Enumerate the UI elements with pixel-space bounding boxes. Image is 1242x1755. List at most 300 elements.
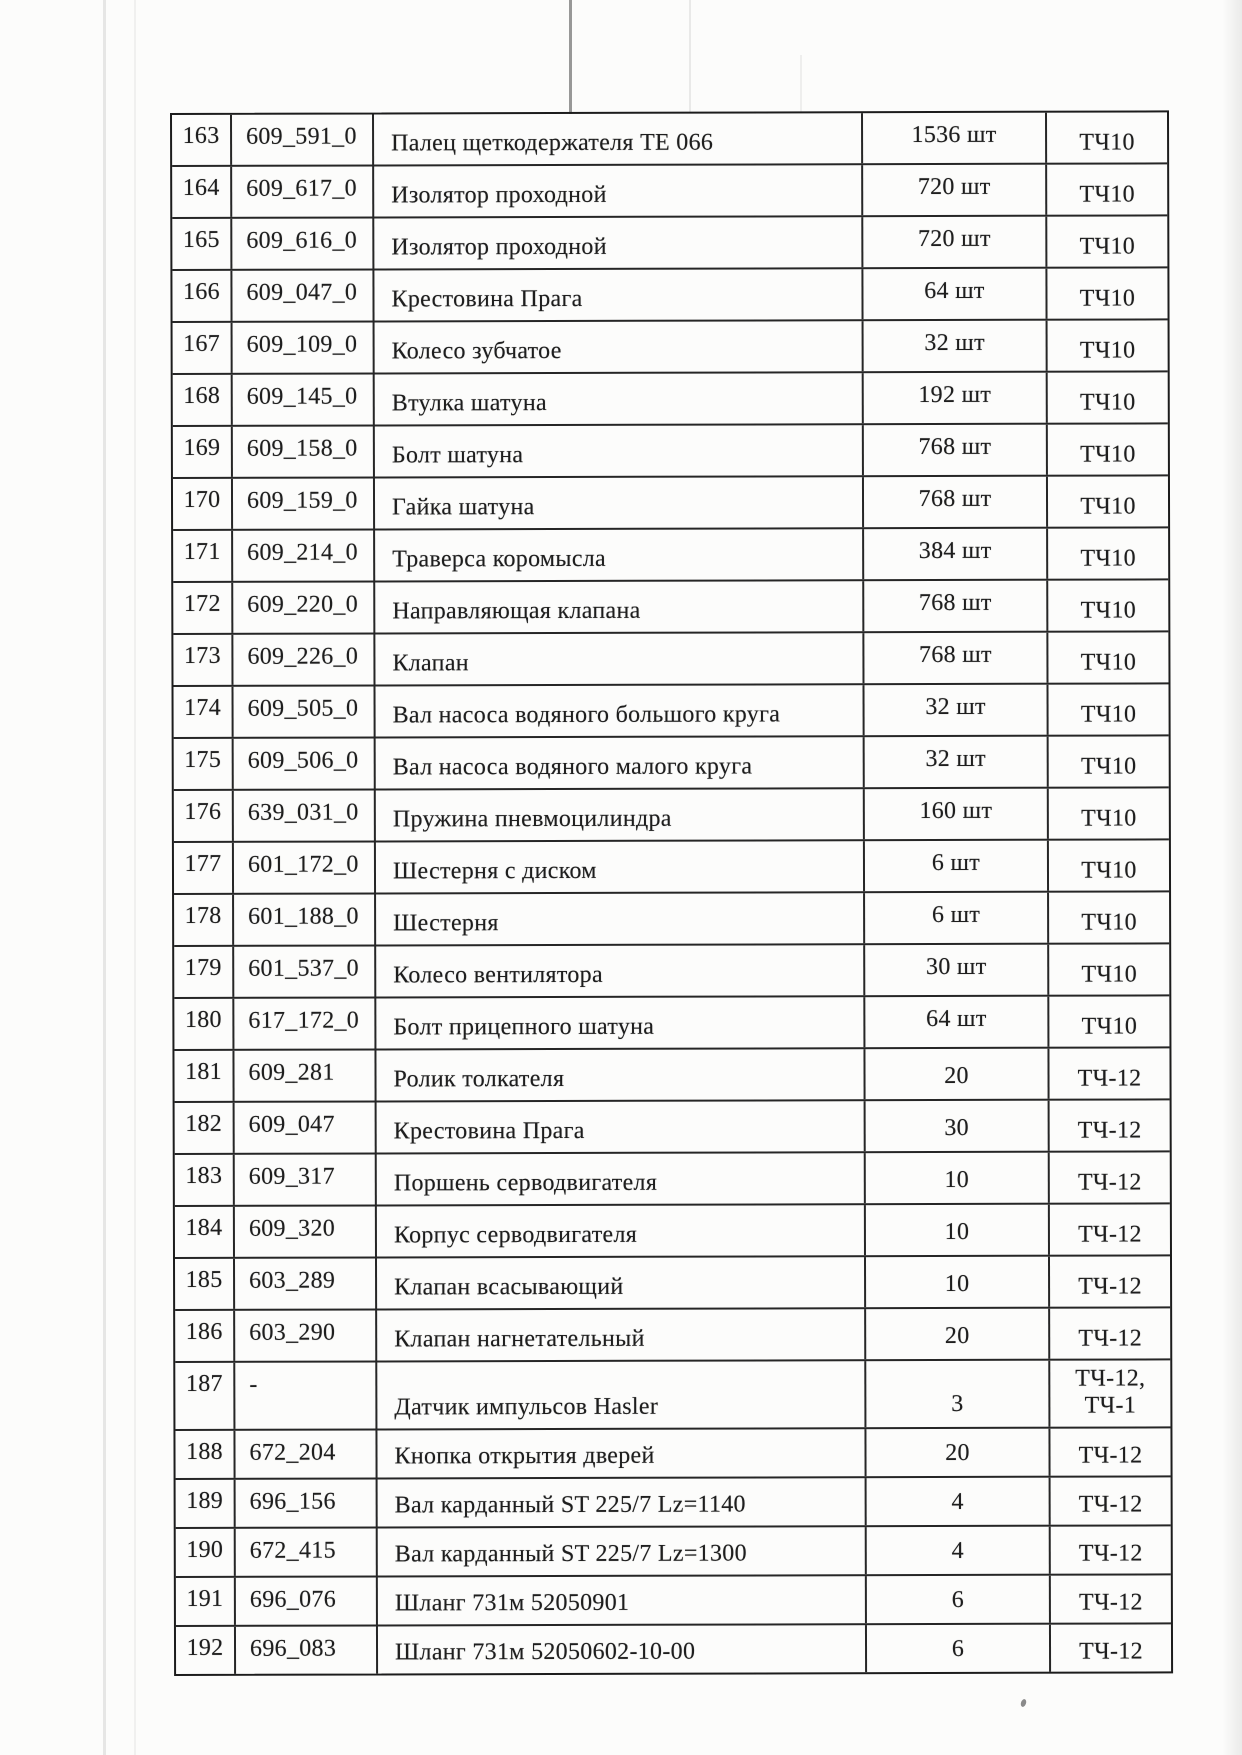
part-quantity-cell (864, 321, 1048, 371)
part-location: ТЧ-12 (1078, 1491, 1143, 1518)
part-location: ТЧ10 (1081, 805, 1137, 832)
part-name: Втулка шатуна (391, 390, 547, 417)
part-quantity: 64 шт (926, 1005, 987, 1033)
part-name-cell (376, 1049, 865, 1100)
table-row (174, 1048, 1169, 1103)
part-code: 603_290 (249, 1319, 336, 1346)
part-location-cell (1047, 268, 1167, 318)
part-location-cell (1049, 736, 1169, 786)
row-number-cell (173, 583, 233, 633)
row-number-cell (174, 947, 234, 997)
row-number: 177 (184, 850, 222, 877)
part-name: Шестерня (393, 910, 499, 937)
part-quantity-cell (866, 1257, 1050, 1307)
part-quantity: 30 шт (925, 953, 987, 981)
part-name: Изолятор проходной (391, 181, 607, 209)
part-code: 609_317 (248, 1163, 335, 1190)
part-quantity-cell (867, 1625, 1051, 1672)
part-quantity-cell (865, 893, 1049, 943)
parts-table (170, 110, 1173, 1676)
part-code-cell (233, 530, 375, 580)
table-row (173, 372, 1168, 427)
part-name-cell (377, 1429, 866, 1477)
part-code-cell (234, 894, 376, 944)
part-location: ТЧ-12 (1078, 1273, 1142, 1300)
scan-line-artifact (569, 0, 572, 114)
part-location: ТЧ-12 (1077, 1169, 1142, 1196)
part-name-cell (374, 217, 863, 268)
row-number: 188 (186, 1438, 223, 1465)
row-number: 164 (182, 174, 220, 201)
part-code: 609_617_0 (246, 175, 357, 202)
table-row (175, 1360, 1170, 1431)
table-row (173, 320, 1168, 375)
scan-speck (1020, 1698, 1027, 1707)
table-row (175, 1428, 1170, 1480)
part-code: 609_616_0 (246, 227, 358, 254)
table-row (174, 944, 1169, 999)
row-number-cell (173, 531, 233, 581)
row-number-cell (173, 479, 233, 529)
part-quantity-cell (867, 1576, 1051, 1623)
part-quantity-cell (863, 217, 1047, 267)
part-name: Крестовина Прага (391, 286, 583, 313)
part-location: ТЧ10 (1079, 233, 1136, 260)
part-location-cell (1051, 1477, 1171, 1524)
part-name: Болт шатуна (391, 442, 524, 469)
part-quantity: 10 (944, 1167, 970, 1194)
row-number: 167 (183, 330, 221, 357)
part-location-cell (1051, 1526, 1171, 1573)
part-location: ТЧ10 (1080, 493, 1136, 520)
part-code-cell (233, 478, 375, 528)
part-quantity-cell (864, 425, 1048, 475)
part-location-cell (1050, 1256, 1170, 1306)
row-number: 186 (185, 1318, 223, 1345)
table-row (176, 1575, 1171, 1627)
table-row (175, 1152, 1170, 1207)
part-code-cell (232, 270, 374, 320)
part-quantity: 768 шт (918, 433, 992, 461)
part-code-cell (234, 946, 376, 996)
part-code-cell (234, 998, 376, 1048)
part-quantity: 6 (951, 1587, 965, 1614)
part-name: Палец щеткодержателя ТЕ 066 (391, 129, 714, 157)
table-row (175, 1100, 1170, 1155)
part-name-cell (378, 1478, 867, 1526)
part-location-cell (1047, 112, 1167, 162)
part-code: 609_220_0 (247, 591, 359, 618)
part-name: Вал карданный ST 225/7 Lz=1140 (394, 1491, 746, 1519)
part-code-cell (233, 374, 375, 424)
part-quantity-cell (866, 1309, 1050, 1359)
table-row (174, 840, 1169, 895)
part-location: ТЧ10 (1080, 649, 1137, 676)
part-code-cell (236, 1626, 378, 1673)
part-code-cell (236, 1577, 378, 1624)
part-quantity-cell (866, 1205, 1050, 1255)
part-quantity: 10 (944, 1219, 970, 1246)
part-quantity: 768 шт (918, 589, 992, 617)
part-name-cell (375, 633, 864, 684)
part-name: Клапан нагнетательный (394, 1325, 645, 1353)
part-name-cell (377, 1153, 866, 1204)
part-name: Гайка шатуна (391, 494, 535, 521)
row-number: 184 (185, 1214, 223, 1241)
part-quantity: 20 (945, 1440, 970, 1467)
part-code: 609_320 (248, 1215, 336, 1242)
row-number: 166 (182, 278, 220, 305)
part-code-cell (233, 426, 375, 476)
row-number: 176 (184, 798, 222, 825)
part-quantity-cell (865, 789, 1049, 839)
row-number: 171 (183, 538, 221, 565)
row-number: 172 (183, 590, 221, 617)
part-code: 609_109_0 (246, 331, 358, 358)
part-name-cell (377, 1205, 866, 1256)
row-number: 182 (185, 1110, 223, 1137)
part-quantity-cell (867, 1527, 1051, 1574)
row-number: 180 (184, 1006, 222, 1033)
part-code: 603_289 (249, 1267, 336, 1294)
part-location: ТЧ-12 (1077, 1117, 1142, 1144)
part-location-cell (1051, 1624, 1171, 1671)
part-code-cell (232, 114, 374, 164)
part-quantity: 4 (951, 1489, 964, 1516)
part-name: Шестерня с диском (392, 858, 597, 885)
table-row (174, 736, 1169, 791)
row-number-cell (173, 375, 233, 425)
part-location-cell (1049, 892, 1169, 942)
row-number-cell (176, 1627, 236, 1674)
row-number: 183 (185, 1162, 223, 1189)
part-code-cell (234, 842, 376, 892)
part-quantity: 4 (951, 1538, 964, 1565)
part-name-cell (376, 893, 865, 944)
part-quantity-cell (867, 1478, 1051, 1525)
part-quantity: 384 шт (918, 537, 992, 565)
part-code-cell (234, 738, 376, 788)
part-name: Клапан (392, 650, 469, 677)
part-name: Болт прицепного шатуна (393, 1013, 655, 1041)
part-name: Ролик толкателя (393, 1066, 565, 1093)
part-name-cell (376, 685, 865, 736)
part-code: - (249, 1371, 258, 1398)
part-quantity: 720 шт (917, 225, 991, 253)
part-code: 609_159_0 (246, 487, 358, 514)
part-quantity: 3 (951, 1391, 964, 1418)
part-quantity: 32 шт (925, 693, 986, 721)
part-location: ТЧ10 (1079, 129, 1135, 156)
row-number-cell (174, 739, 234, 789)
part-code: 609_506_0 (247, 747, 359, 774)
part-quantity: 6 (951, 1636, 965, 1663)
part-location-cell (1051, 1575, 1171, 1622)
part-location-cell (1048, 684, 1168, 734)
part-name: Вал насоса водяного малого круга (392, 753, 753, 781)
part-location-cell (1049, 788, 1169, 838)
part-name: Корпус серводвигателя (393, 1221, 638, 1249)
part-code-cell (234, 686, 376, 736)
part-location: ТЧ-12 (1077, 1065, 1142, 1092)
part-name-cell (374, 165, 863, 216)
part-code: 601_188_0 (248, 903, 359, 930)
part-name: Вал насоса водяного большого круга (392, 701, 781, 729)
part-code: 609_505_0 (247, 695, 359, 722)
row-number-cell (172, 219, 232, 269)
part-quantity: 768 шт (918, 485, 992, 513)
part-name-cell (377, 1101, 866, 1152)
part-location-cell (1050, 1100, 1170, 1150)
part-quantity-cell (863, 113, 1047, 163)
part-name-cell (374, 113, 863, 164)
part-quantity: 720 шт (917, 173, 991, 201)
part-quantity: 6 шт (931, 849, 981, 877)
part-location-cell (1050, 1360, 1170, 1426)
row-number: 163 (182, 122, 220, 149)
scan-fold-line (103, 0, 106, 1755)
part-location-cell (1048, 424, 1168, 474)
part-code: 617_172_0 (248, 1007, 360, 1034)
row-number-cell (175, 1155, 235, 1205)
part-name-cell (377, 1309, 866, 1360)
part-quantity-cell (864, 477, 1048, 527)
part-code: 672_204 (249, 1439, 336, 1466)
part-code: 672_415 (249, 1537, 336, 1564)
table-row (174, 892, 1169, 947)
part-quantity: 1536 шт (911, 121, 997, 149)
part-code: 601_172_0 (247, 851, 359, 878)
row-number: 168 (183, 382, 221, 409)
scan-line-artifact (689, 0, 691, 113)
table-row (176, 1624, 1171, 1674)
part-location-cell (1050, 1308, 1170, 1358)
part-name-cell (376, 997, 865, 1048)
part-quantity-cell (866, 1361, 1050, 1427)
part-quantity-cell (865, 685, 1049, 735)
part-location-cell (1050, 1428, 1170, 1475)
table-row (173, 424, 1168, 479)
part-code-cell (235, 1206, 377, 1256)
part-quantity-cell (864, 373, 1048, 423)
part-name-cell (375, 373, 864, 424)
table-row (172, 216, 1167, 271)
part-code: 609_214_0 (247, 539, 358, 566)
row-number-cell (176, 1578, 236, 1625)
table-row (174, 788, 1169, 843)
part-quantity: 768 шт (918, 641, 992, 669)
part-quantity: 64 шт (924, 277, 985, 305)
row-number: 192 (186, 1634, 224, 1661)
part-location: ТЧ-12 (1078, 1540, 1143, 1567)
part-name: Шланг 731м 52050901 (394, 1589, 630, 1617)
table-row (173, 476, 1168, 531)
row-number: 170 (183, 486, 221, 513)
row-number-cell (173, 635, 233, 685)
part-name: Датчик импульсов Hasler (394, 1393, 659, 1421)
row-number-cell (173, 427, 233, 477)
part-code-cell (232, 218, 374, 268)
row-number: 181 (185, 1058, 222, 1085)
part-quantity-cell (864, 529, 1048, 579)
part-code-cell (236, 1528, 378, 1575)
part-location: ТЧ10 (1079, 389, 1136, 416)
table-row (176, 1526, 1171, 1578)
part-location-cell (1048, 372, 1168, 422)
part-location: ТЧ10 (1081, 961, 1138, 988)
part-name-cell (375, 321, 864, 372)
table-row (176, 1477, 1171, 1529)
part-name-cell (378, 1527, 867, 1575)
part-location: ТЧ-12 (1079, 1638, 1143, 1665)
part-quantity-cell (865, 997, 1049, 1047)
part-code-cell (235, 1430, 377, 1477)
part-name: Направляющая клапана (392, 597, 641, 625)
part-name: Изолятор проходной (391, 233, 607, 261)
table-row (175, 1204, 1170, 1259)
part-code: 609_047 (248, 1111, 335, 1138)
part-code: 609_158_0 (246, 435, 358, 462)
part-quantity: 20 (944, 1063, 969, 1090)
row-number-cell (173, 323, 233, 373)
part-name: Шланг 731м 52050602-10-00 (394, 1638, 696, 1666)
row-number: 178 (184, 902, 222, 929)
row-number: 173 (183, 642, 221, 669)
part-name-cell (376, 789, 865, 840)
row-number: 189 (186, 1487, 224, 1514)
part-code-cell (235, 1362, 377, 1428)
row-number: 190 (186, 1536, 224, 1563)
part-location-cell (1048, 580, 1168, 630)
table-row (175, 1308, 1170, 1363)
table-row (172, 268, 1167, 323)
part-location: ТЧ10 (1081, 909, 1137, 936)
part-name: Кнопка открытия дверей (394, 1442, 655, 1470)
part-name: Вал карданный ST 225/7 Lz=1300 (394, 1540, 747, 1568)
row-number-cell (174, 999, 234, 1049)
part-name-cell (375, 529, 864, 580)
part-quantity: 192 шт (918, 381, 992, 409)
part-code-cell (235, 1102, 377, 1152)
part-name-cell (374, 269, 863, 320)
part-location: ТЧ10 (1079, 337, 1136, 364)
part-location-cell (1049, 1048, 1169, 1098)
row-number-cell (172, 271, 232, 321)
part-quantity: 20 (944, 1323, 970, 1350)
scan-fold-line (134, 0, 136, 1755)
row-number-cell (172, 167, 232, 217)
part-quantity-cell (863, 165, 1047, 215)
part-location: ТЧ-12 (1078, 1325, 1143, 1352)
table-row (173, 580, 1168, 635)
part-quantity: 6 шт (931, 901, 981, 929)
part-name-cell (377, 1361, 866, 1428)
part-quantity-cell (865, 737, 1049, 787)
part-code-cell (232, 166, 374, 216)
part-location-cell (1047, 164, 1167, 214)
row-number: 169 (183, 434, 221, 461)
part-quantity: 160 шт (919, 797, 993, 825)
part-quantity-cell (865, 1049, 1049, 1099)
part-name: Колесо вентилятора (393, 961, 603, 989)
part-location: ТЧ10 (1079, 181, 1135, 208)
row-number-cell (175, 1431, 235, 1478)
part-code: 609_281 (248, 1059, 335, 1086)
part-location-cell (1049, 840, 1169, 890)
row-number: 187 (185, 1370, 223, 1397)
part-quantity-cell (865, 945, 1049, 995)
row-number-cell (176, 1529, 236, 1576)
part-name-cell (377, 1257, 866, 1308)
part-location-cell (1047, 216, 1167, 266)
part-name: Клапан всасывающий (394, 1273, 624, 1301)
part-quantity-cell (866, 1101, 1050, 1151)
part-quantity: 32 шт (924, 329, 985, 357)
row-number-cell (174, 843, 234, 893)
row-number-cell (175, 1363, 235, 1429)
part-name-cell (378, 1625, 867, 1673)
row-number-cell (175, 1103, 235, 1153)
part-code-cell (233, 322, 375, 372)
part-code-cell (235, 1258, 377, 1308)
part-quantity-cell (866, 1153, 1050, 1203)
part-name-cell (376, 737, 865, 788)
part-code: 601_537_0 (248, 955, 359, 982)
part-name: Траверса коромысла (392, 545, 607, 573)
part-quantity-cell (863, 269, 1047, 319)
table-row (175, 1256, 1170, 1311)
part-location-cell (1048, 320, 1168, 370)
row-number: 179 (184, 954, 222, 981)
part-code: 696_076 (249, 1586, 337, 1613)
part-location-cell (1048, 528, 1168, 578)
row-number-cell (175, 1311, 235, 1361)
row-number-cell (174, 895, 234, 945)
part-location: ТЧ10 (1080, 441, 1136, 468)
part-name: Крестовина Прага (393, 1118, 585, 1145)
part-code-cell (235, 1154, 377, 1204)
row-number-cell (176, 1480, 236, 1527)
row-number: 175 (184, 746, 222, 773)
table-row (173, 632, 1168, 687)
part-location: ТЧ-12 (1078, 1221, 1142, 1248)
part-name-cell (375, 581, 864, 632)
part-name: Поршень серводвигателя (393, 1169, 658, 1197)
part-location-cell (1050, 1152, 1170, 1202)
row-number-cell (175, 1207, 235, 1257)
table-row (172, 164, 1167, 219)
part-name-cell (375, 477, 864, 528)
part-location-cell (1049, 944, 1169, 994)
part-code-cell (233, 582, 375, 632)
part-code: 639_031_0 (247, 799, 359, 826)
row-number-cell (174, 791, 234, 841)
part-name: Колесо зубчатое (391, 338, 562, 365)
part-location-cell (1050, 1204, 1170, 1254)
table-row (172, 112, 1167, 167)
part-name: Пружина пневмоцилиндра (392, 805, 672, 833)
scan-line-artifact (800, 55, 802, 113)
row-number-cell (175, 1259, 235, 1309)
part-location: ТЧ10 (1081, 1013, 1138, 1040)
part-code: 609_226_0 (247, 643, 359, 670)
part-location-cell (1049, 996, 1169, 1046)
part-location: ТЧ10 (1081, 857, 1137, 884)
part-code-cell (236, 1479, 378, 1526)
part-quantity: 10 (944, 1271, 970, 1298)
row-number-cell (174, 1051, 234, 1101)
scan-edge-shadow (1222, 0, 1242, 1755)
